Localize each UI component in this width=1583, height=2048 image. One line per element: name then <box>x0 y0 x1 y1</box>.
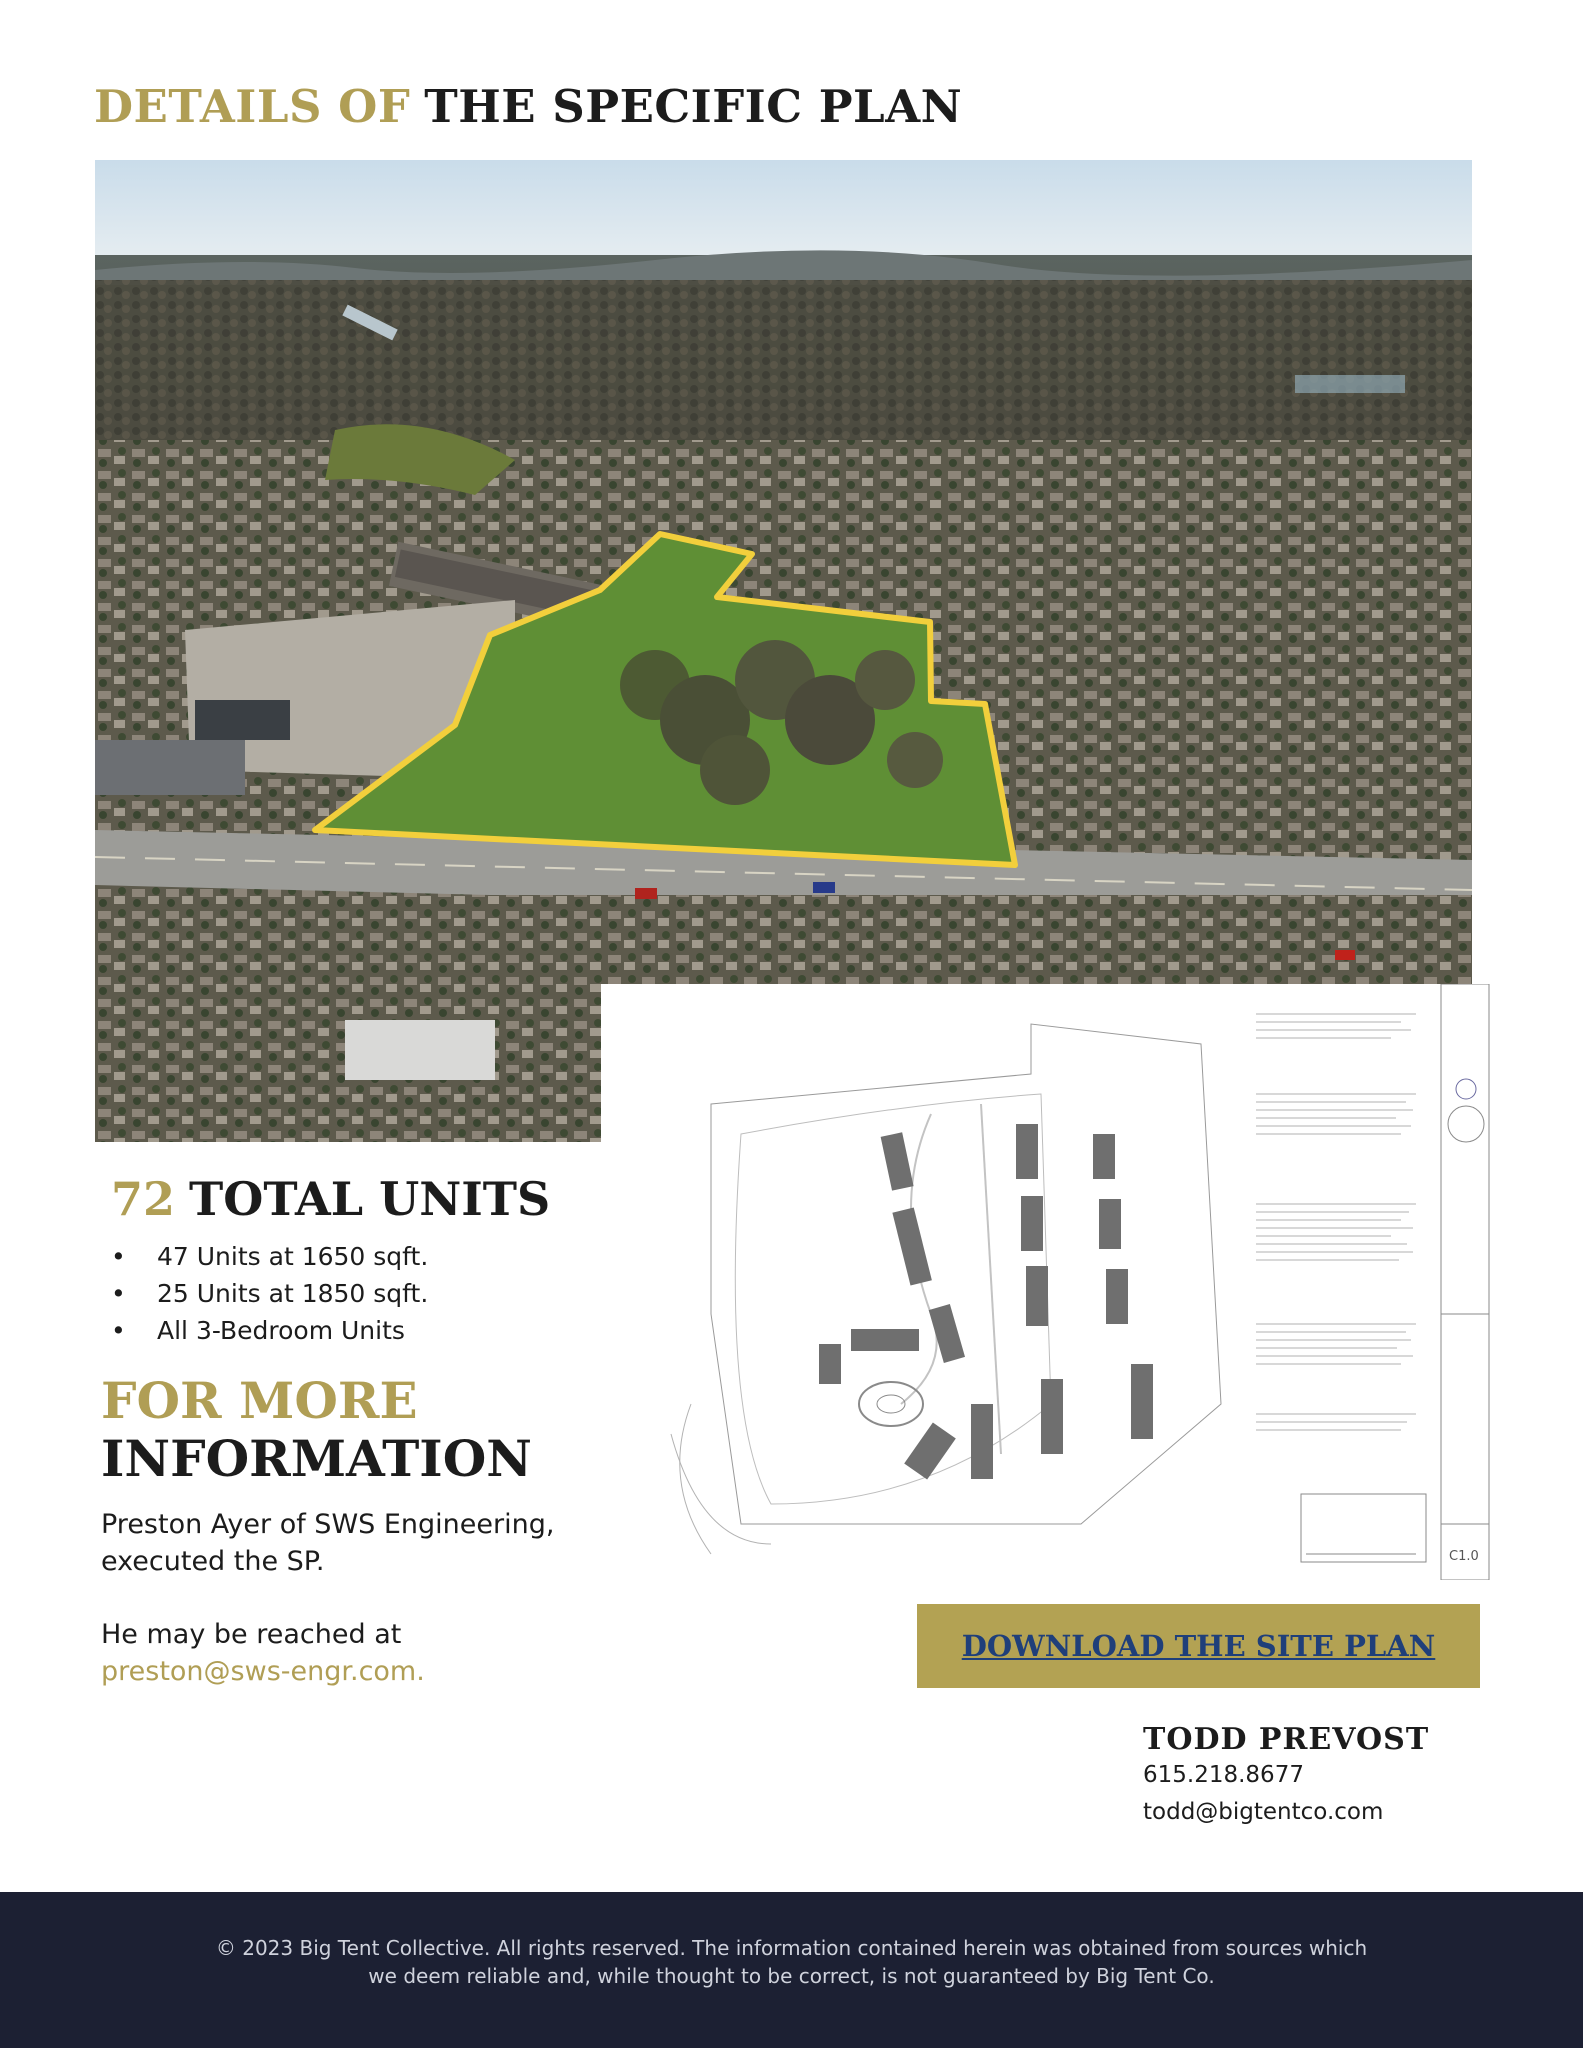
list-item: • 47 Units at 1650 sqft. <box>111 1238 550 1275</box>
footer-disclaimer <box>0 1934 1583 1990</box>
engineer-contact <box>101 1616 581 1690</box>
units-summary <box>111 1172 550 1349</box>
units-count: 72 <box>111 1172 176 1226</box>
footer-line-1: © 2023 Big Tent Collective. All rights reserved. The information contained herein was obtained from sources which <box>215 1936 1368 1960</box>
list-item: • 25 Units at 1850 sqft. <box>111 1275 550 1312</box>
units-label: TOTAL UNITS <box>189 1172 551 1226</box>
more-info-heading-line2: INFORMATION <box>101 1429 532 1488</box>
units-list <box>111 1238 550 1349</box>
list-item: • All 3-Bedroom Units <box>111 1312 550 1349</box>
footer-line-2: we deem reliable and, while thought to be correct, is not guaranteed by Big Tent Co. <box>368 1964 1215 1988</box>
agent-phone-link[interactable]: 615.218.8677 <box>1143 1762 1304 1788</box>
page-title-main: THE SPECIFIC PLAN <box>424 80 963 133</box>
site-plan-drawing <box>601 984 1494 1580</box>
page-title <box>94 80 962 133</box>
agent-contact <box>1143 1722 1429 1831</box>
agent-email-link[interactable]: todd@bigtentco.com <box>1143 1799 1384 1825</box>
sheet-number: C1.0 <box>1449 1549 1479 1564</box>
units-heading <box>111 1172 550 1226</box>
engineer-description: Preston Ayer of SWS Engineering, executed the SP. <box>101 1509 555 1577</box>
more-info-heading <box>101 1372 532 1488</box>
more-info-heading-line1: FOR MORE <box>101 1371 418 1430</box>
download-site-plan-button[interactable]: DOWNLOAD THE SITE PLAN <box>917 1604 1480 1688</box>
page-title-accent: DETAILS OF <box>94 80 411 133</box>
engineer-email-link[interactable]: preston@sws-engr.com. <box>101 1656 425 1687</box>
engineer-contact-prefix: He may be reached at <box>101 1619 402 1650</box>
agent-name: TODD PREVOST <box>1143 1722 1430 1757</box>
footer <box>0 1892 1583 2048</box>
